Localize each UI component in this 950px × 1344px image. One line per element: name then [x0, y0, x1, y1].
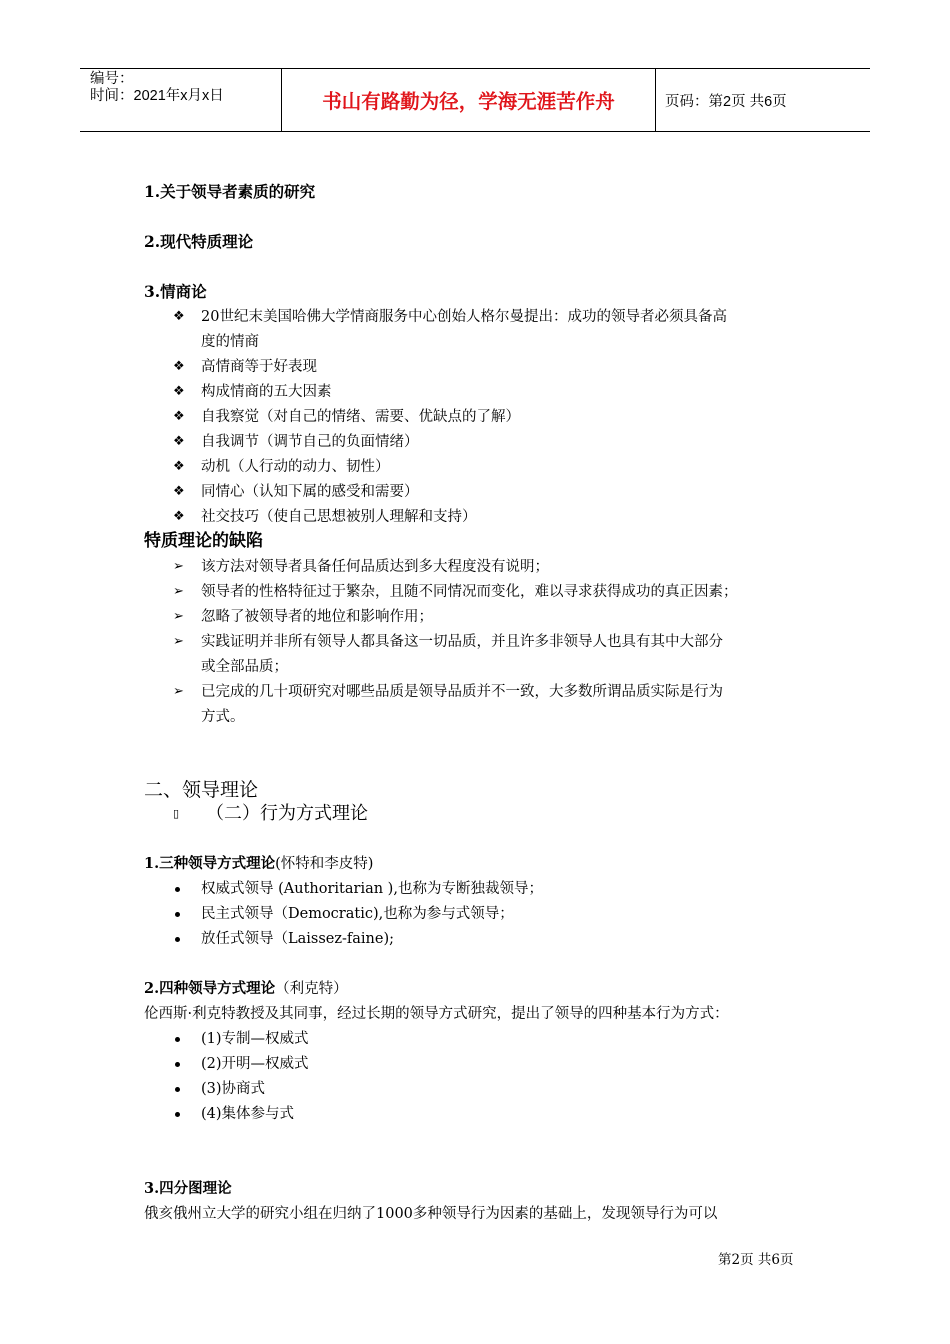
list-item: 忽略了被领导者的地位和影响作用；: [201, 609, 433, 625]
paragraph-ohio-state: 俄亥俄州立大学的研究小组在归纳了1000多种领导行为因素的基础上，发现领导行为可以: [144, 1206, 718, 1222]
list-item-continued: 度的情商: [201, 334, 259, 350]
bullet-dot-icon: [175, 1062, 180, 1067]
arrow-bullet-icon: ➢: [173, 609, 184, 624]
list-item: 社交技巧（使自己思想被别人理解和支持）: [201, 509, 477, 525]
header-motto: 书山有路勤为径，学海无涯苦作舟: [322, 90, 615, 113]
heading-three-styles: [144, 855, 373, 873]
page-footer: 第2页 共6页: [718, 1252, 794, 1268]
list-item: (2)开明—权威式: [201, 1056, 309, 1072]
list-item: 20世纪末美国哈佛大学情商服务中心创始人格尔曼提出：成功的领导者必须具备高: [201, 309, 727, 325]
heading-defects: 特质理论的缺陷: [144, 531, 263, 551]
missing-glyph-icon: ▯: [173, 807, 180, 820]
heading-four-styles: [144, 980, 348, 998]
bullet-dot-icon: [175, 1037, 180, 1042]
list-item: (4)集体参与式: [201, 1106, 295, 1122]
arrow-bullet-icon: ➢: [173, 634, 184, 649]
list-item: (3)协商式: [201, 1081, 266, 1097]
bullet-dot-icon: [175, 937, 180, 942]
heading-modern-trait: 2.现代特质理论: [144, 232, 254, 251]
heading-four-styles-bold: 2.四种领导方式理论: [144, 980, 276, 997]
diamond-bullet-icon: ❖: [173, 459, 185, 474]
heading-quadrant-theory: 3.四分图理论: [144, 1180, 232, 1197]
heading-leader-quality: 1.关于领导者素质的研究: [144, 182, 316, 201]
bullet-dot-icon: [175, 1087, 180, 1092]
section-title-leadership: 二、领导理论: [144, 779, 259, 801]
diamond-bullet-icon: ❖: [173, 484, 185, 499]
bullet-dot-icon: [175, 887, 180, 892]
date-label: 时间：2021年x月x日: [90, 88, 224, 104]
heading-four-styles-author: （利克特）: [275, 981, 348, 997]
subtitle-behavior-theory: （二）行为方式理论: [206, 803, 368, 824]
list-item: 同情心（认知下属的感受和需要）: [201, 484, 419, 500]
list-item: 自我调节（调节自己的负面情绪）: [201, 434, 419, 450]
bullet-dot-icon: [175, 912, 180, 917]
list-item: (1)专制—权威式: [201, 1031, 309, 1047]
list-item-continued: 或全部品质；: [201, 659, 288, 675]
list-item: 放任式领导（Laissez-faine);: [201, 931, 395, 947]
list-item: 领导者的性格特征过于繁杂，且随不同情况而变化，难以寻求获得成功的真正因素；: [201, 584, 738, 600]
diamond-bullet-icon: ❖: [173, 384, 185, 399]
heading-three-styles-bold: 1.三种领导方式理论: [144, 855, 276, 872]
list-item: 高情商等于好表现: [201, 359, 317, 375]
list-item: 动机（人行动的动力、韧性）: [201, 459, 390, 475]
diamond-bullet-icon: ❖: [173, 309, 185, 324]
heading-three-styles-authors: (怀特和李皮特): [275, 856, 374, 872]
list-item: 构成情商的五大因素: [201, 384, 332, 400]
diamond-bullet-icon: ❖: [173, 509, 185, 524]
bullet-dot-icon: [175, 1112, 180, 1117]
header-page-label: 页码：第2页 共6页: [665, 94, 787, 110]
heading-eq: 3.情商论: [144, 282, 207, 301]
number-label: 编号：: [90, 71, 134, 87]
list-item: 该方法对领导者具备任何品质达到多大程度没有说明；: [201, 559, 549, 575]
diamond-bullet-icon: ❖: [173, 434, 185, 449]
list-item: 已完成的几十项研究对哪些品质是领导品质并不一致，大多数所谓品质实际是行为: [201, 684, 723, 700]
diamond-bullet-icon: ❖: [173, 409, 185, 424]
page-header: [80, 68, 870, 132]
list-item: 民主式领导（Democratic),也称为参与式领导；: [201, 906, 514, 922]
arrow-bullet-icon: ➢: [173, 684, 184, 699]
list-item: 权威式领导 (Authoritarian ),也称为专断独裁领导；: [201, 881, 543, 897]
arrow-bullet-icon: ➢: [173, 584, 184, 599]
header-divider: [655, 69, 656, 131]
diamond-bullet-icon: ❖: [173, 359, 185, 374]
paragraph-likert-intro: 伦西斯·利克特教授及其同事，经过长期的领导方式研究，提出了领导的四种基本行为方式：: [144, 1006, 729, 1022]
header-meta: [90, 71, 224, 105]
list-item-continued: 方式。: [201, 709, 245, 725]
list-item: 实践证明并非所有领导人都具备这一切品质，并且许多非领导人也具有其中大部分: [201, 634, 723, 650]
arrow-bullet-icon: ➢: [173, 559, 184, 574]
list-item: 自我察觉（对自己的情绪、需要、优缺点的了解）: [201, 409, 520, 425]
